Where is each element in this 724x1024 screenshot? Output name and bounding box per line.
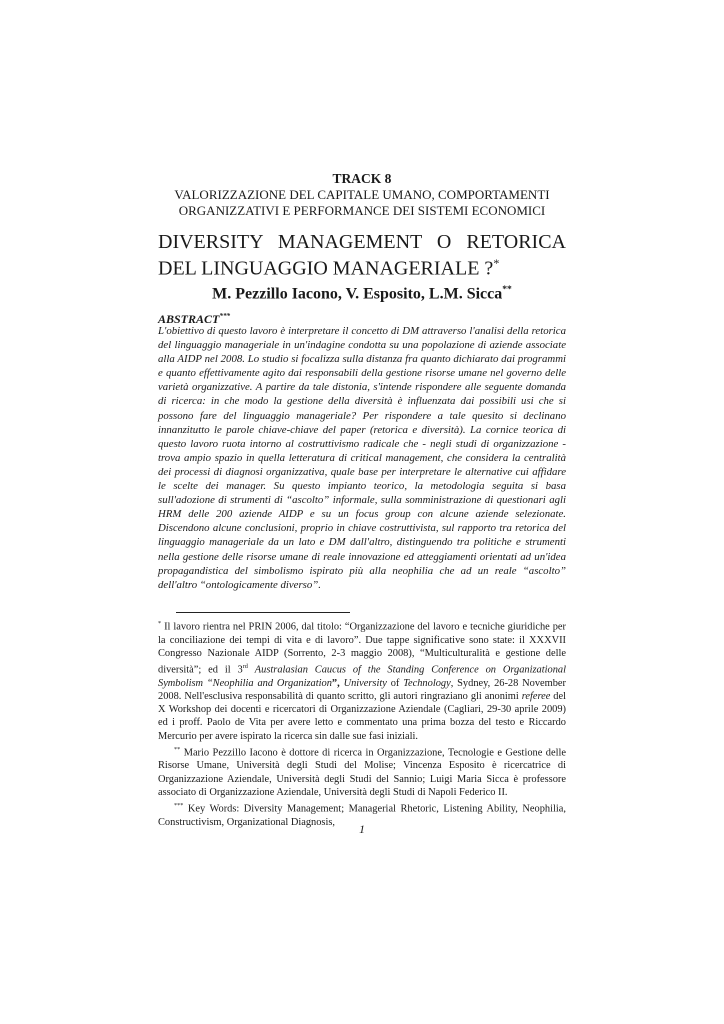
footnote-1 [158, 617, 566, 743]
authors [158, 284, 566, 303]
footnote-1-text-b: ”, [331, 677, 344, 689]
footnote-3-text: Key Words: Diversity Management; Managerial Rhetoric, Listening Ability, Neophilia, Constructivism, Organizational Diagnosis, [158, 803, 566, 828]
footnote-1-ordinal: rd [242, 663, 248, 671]
title-footnote-mark: * [493, 256, 500, 270]
abstract-body: L'obiettivo di questo lavoro è interpretare il concetto di DM attraverso l'analisi della retorica del linguaggio manageriale in un'indagine condotta su una popolazione di aziende associate alla AIDP nel 2008. Lo studio si focalizza sulla distanza fra quanto dichiarato dai programmi e quanto effettivamente agito dai responsabili della gestione risorse umane nel governo delle varietà organizzative. A partire da tale distonia, s'intende rispondere alle seguente domanda di ricerca: in che modo la gestione della diversità è influenzata dai possibili usi che si possono fare del linguaggio manageriale? Per rispondere a tale quesito si declinano innanzitutto le parole chiave-chiave del paper (retorica e diversità). La cornice teorica di questo lavoro ruota intorno al costruttivismo radicale che - negli studi di organizzazione - trova ampio spazio in quella letteratura di critical management, che considera la centralità dei processi di diagnosi organizzativa, quale base per interpretare le alternative cui affidare le scelte dei manager. Su questo impianto teorico, la metodologia seguita si basa sull'adozione di strumenti di “ascolto” informale, sulla somministrazione di questionari agli HRM delle 200 aziende AIDP e su un focus group con alcune aziende selezionate. Discendono alcune conclusioni, proprio in chiave costruttivista, sul rapporto tra retorica del linguaggio manageriale da un lato e DM dall'altro, distinguendo tra politiche e strumenti nella gestione delle risorse umane di reale innovazione ed atteggiamenti orientati ad un'idea propagandistica del simbolismo ispirato più alla neophilia che ad un reale “ascolto” dell'altro “ontologicamente diverso”. [158, 325, 566, 591]
footnotes [158, 617, 566, 829]
footnote-1-text-e: del X Workshop dei docenti e ricercatori di Organizzazione Aziendale (Cagliari, 29-30 aprile 2009) ed i proff. Paolo de Vita per avere letto e commentato una prima bozza del testo e Riccardo Mercurio per avere ispirato la ricerca sin dalle sue fasi iniziali. [158, 690, 567, 742]
abstract-label: ABSTRACT [158, 312, 220, 326]
footnote-1-text-a: Il lavoro rientra nel PRIN 2006, dal titolo: “Organizzazione del lavoro e tecniche giuridiche per la conciliazione dei tempi di vita e di lavoro”. Due tappe significative sono state: il XXXVII Congresso Nazionale AIDP (Sorrento, 2-3 maggio 2008), “Multiculturalità e gestione delle diversità”; ed il 3 [158, 621, 566, 676]
footnote-1-italic-university: University [343, 677, 387, 689]
abstract-footnote-mark: *** [219, 312, 231, 320]
track-title: TRACK 8 [332, 171, 392, 186]
paper-title [158, 232, 566, 280]
footnote-2-text: Mario Pezzillo Iacono è dottore di ricerca in Organizzazione, Tecnologie e Gestione delle Risorse Umane, Università degli Studi del Molise; Vincenza Esposito è ricercatrice di Organizzazione Aziendale, Università degli Studi del Sannio; Luigi Maria Sicca è professore associato di Organizzazione Aziendale, Università degli Studi di Napoli Federico II. [158, 747, 566, 798]
paper-title-text: DIVERSITY MANAGEMENT O RETORICA DEL LINGUAGGIO MANAGERIALE ? [158, 231, 566, 280]
footnote-1-text-d: , Sydney, 26-28 November 2008. Nell'esclusiva responsabilità di quanto scritto, gli autori ringraziano gli anonimi [158, 677, 567, 702]
footnote-1-mark: * [158, 620, 162, 627]
footnote-1-italic-conference: Australasian Caucus of the Standing Conference on Organizational Symbolism “Neophilia and Organization [158, 664, 566, 689]
footnote-2-mark: ** [174, 745, 181, 753]
footnote-1-italic-technology: Technology [403, 677, 451, 689]
footnote-2 [158, 743, 566, 799]
track-subtitle-line1: VALORIZZAZIONE DEL CAPITALE UMANO, COMPORTAMENTI [174, 187, 550, 202]
footnote-1-text-c: of [386, 677, 404, 689]
footnote-3-mark: *** [174, 802, 184, 810]
track-subtitle-line2: ORGANIZZATIVI E PERFORMANCE DEI SISTEMI ECONOMICI [178, 202, 546, 218]
footnote-rule [176, 612, 350, 613]
authors-footnote-mark: ** [502, 284, 512, 295]
page-number: 1 [359, 822, 365, 836]
track-header [158, 171, 566, 218]
authors-text: M. Pezzillo Iacono, V. Esposito, L.M. Sicca [212, 285, 503, 303]
footnote-1-italic-referee: referee [521, 690, 551, 702]
